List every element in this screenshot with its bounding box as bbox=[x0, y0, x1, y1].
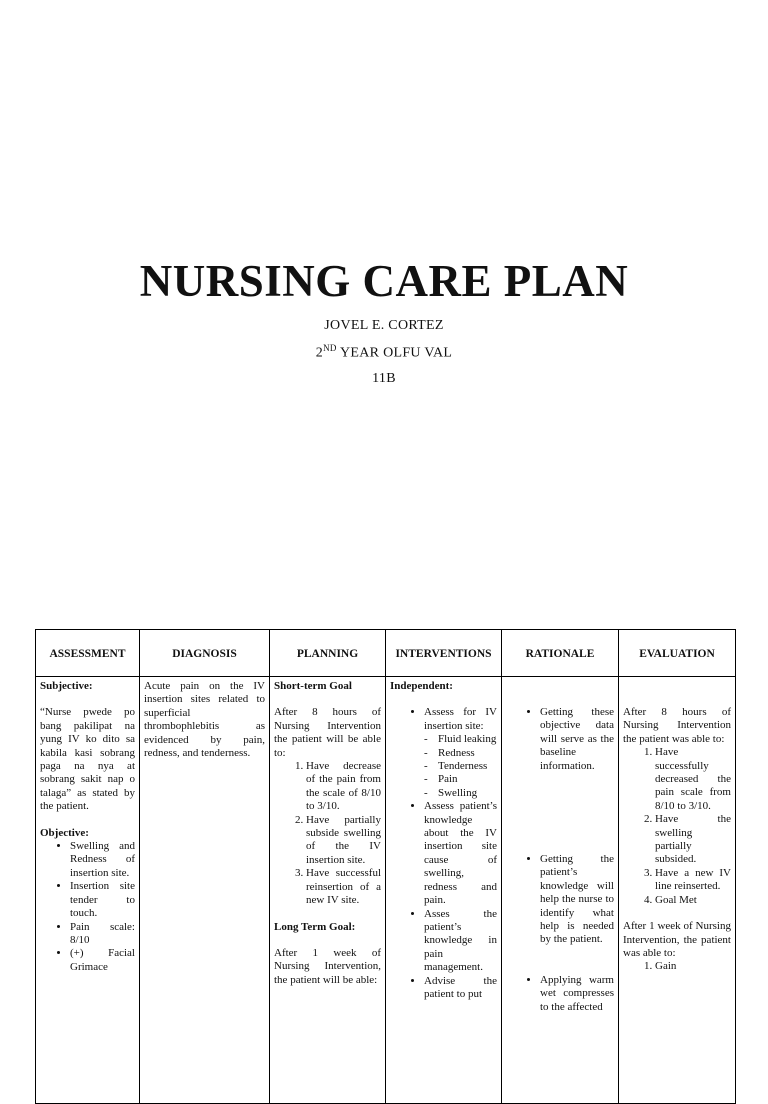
interventions-list bbox=[390, 706, 497, 1001]
list-item: 1. Gain bbox=[655, 960, 731, 973]
short-term-intro: After 8 hours of Nursing Intervention the patient will be able to: bbox=[274, 706, 381, 759]
list-item: - Tenderness bbox=[438, 760, 497, 773]
objective-label: Objective: bbox=[40, 826, 89, 839]
header-evaluation: EVALUATION bbox=[619, 630, 736, 677]
list-item: 3. Have successful reinsertion of a new IV site. bbox=[306, 867, 381, 907]
evaluation-intro-long: After 1 week of Nursing Intervention, the patient was able to: bbox=[623, 920, 731, 959]
list-item: - Pain bbox=[438, 773, 497, 786]
assessment-cell bbox=[36, 677, 140, 1104]
header-planning: PLANNING bbox=[270, 630, 386, 677]
list-item: • Asses the patient’s knowledge in pain management. bbox=[424, 908, 497, 975]
header-diagnosis: DIAGNOSIS bbox=[140, 630, 270, 677]
list-item: 3. Have a new IV line reinserted. bbox=[655, 867, 731, 894]
header-assessment: ASSESSMENT bbox=[36, 630, 140, 677]
list-item: • Swelling and Redness of insertion site. bbox=[70, 840, 135, 880]
diagnosis-cell bbox=[140, 677, 270, 1104]
planning-cell bbox=[270, 677, 386, 1104]
subjective-label: Subjective: bbox=[40, 680, 93, 692]
section-label: 11B bbox=[372, 371, 396, 386]
header-rationale: RATIONALE bbox=[502, 630, 619, 677]
intervention-text: Assess for IV insertion site: bbox=[424, 706, 497, 732]
short-term-goals-list bbox=[274, 760, 381, 907]
list-item: • Pain scale: 8/10 bbox=[70, 921, 135, 948]
evaluation-list-long bbox=[623, 960, 731, 973]
year-level bbox=[0, 343, 768, 362]
list-item: • Advise the patient to put bbox=[424, 975, 497, 1002]
list-item: • (+) Facial Grimace bbox=[70, 947, 135, 974]
interventions-cell bbox=[386, 677, 502, 1104]
list-item: • Getting these objective data will serve as the baseline information. bbox=[540, 706, 614, 773]
subjective-text: “Nurse pwede po bang pakilipat na yung IV ko dito sa kabila kasi sobrang paga na nya at sobrang sakit nap o talaga” as stated by the patient. bbox=[40, 706, 135, 813]
rationale-cell bbox=[502, 677, 619, 1104]
assessment-sublist bbox=[424, 733, 497, 800]
diagnosis-text: Acute pain on the IV insertion sites related to superficial thrombophlebitis as evidenced by pain, redness, and tenderness. bbox=[144, 680, 265, 760]
list-item: 1. Have decrease of the pain from the scale of 8/10 to 3/10. bbox=[306, 760, 381, 814]
short-term-goal-label: Short-term Goal bbox=[274, 680, 352, 692]
list-item: • Insertion site tender to touch. bbox=[70, 880, 135, 920]
list-item: - Redness bbox=[438, 747, 497, 760]
year-superscript: ND bbox=[323, 343, 337, 353]
list-item: 1. Have successfully decreased the pain scale from 8/10 to 3/10. bbox=[655, 746, 731, 813]
document-title: NURSING CARE PLAN bbox=[139, 256, 629, 306]
table-header-row bbox=[36, 630, 736, 677]
evaluation-cell bbox=[619, 677, 736, 1104]
list-item bbox=[424, 706, 497, 800]
author-name: JOVEL E. CORTEZ bbox=[324, 318, 444, 333]
list-item: • Getting the patient’s knowledge will help the nurse to identify what help is needed by the patient. bbox=[540, 853, 614, 947]
evaluation-list-short bbox=[623, 746, 731, 907]
year-number: 2 bbox=[315, 345, 324, 361]
list-item: - Swelling bbox=[438, 787, 497, 800]
table-row bbox=[36, 677, 736, 1104]
independent-label: Independent: bbox=[390, 680, 453, 692]
list-item: 2. Have the swelling partially subsided. bbox=[655, 813, 731, 867]
long-term-goal-label: Long Term Goal: bbox=[274, 920, 356, 933]
objective-list bbox=[40, 840, 135, 974]
long-term-intro: After 1 week of Nursing Intervention, the patient will be able: bbox=[274, 946, 381, 986]
list-item: • Applying warm wet compresses to the affected bbox=[540, 974, 614, 1014]
header-interventions: INTERVENTIONS bbox=[386, 630, 502, 677]
care-plan-table bbox=[35, 629, 736, 1104]
year-text: YEAR OLFU VAL bbox=[336, 345, 453, 361]
rationale-list bbox=[506, 706, 614, 1014]
list-item: - Fluid leaking bbox=[438, 733, 497, 746]
list-item: 4. Goal Met bbox=[655, 894, 731, 907]
evaluation-intro-short: After 8 hours of Nursing Intervention the patient was able to: bbox=[623, 706, 731, 745]
list-item: • Assess patient’s knowledge about the IV insertion site cause of swelling, redness and pain. bbox=[424, 800, 497, 907]
list-item: 2. Have partially subside swelling of the IV insertion site. bbox=[306, 814, 381, 868]
